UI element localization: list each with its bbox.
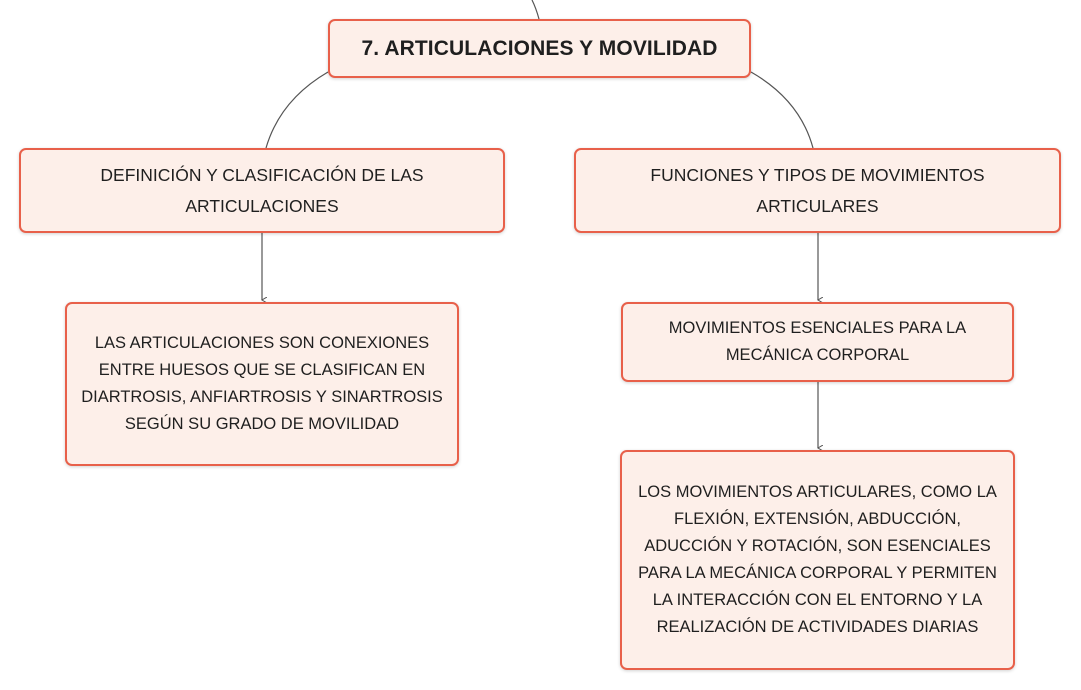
topic-node-funciones[interactable]: [574, 148, 1061, 233]
subtopic-label-definicion-detalle: LAS ARTICULACIONES SON CONEXIONES ENTRE HUESOS QUE SE CLASIFICAN EN DIARTROSIS, ANFIARTROSIS Y SINARTROSIS SEGÚN SU GRADO DE MOVILIDAD: [81, 334, 443, 433]
subtopic-node-movimientos-detalle[interactable]: [620, 450, 1015, 670]
topic-label-funciones: FUNCIONES Y TIPOS DE MOVIMIENTOS ARTICULARES: [650, 164, 985, 216]
connector-root-to-definicion: [266, 72, 328, 148]
connector-incoming-root: [532, 0, 539, 19]
connector-root-to-funciones: [751, 72, 813, 148]
topic-label-definicion: DEFINICIÓN Y CLASIFICACIÓN DE LAS ARTICULACIONES: [100, 164, 424, 216]
subtopic-label-movimientos: MOVIMIENTOS ESENCIALES PARA LA MECÁNICA CORPORAL: [668, 319, 967, 364]
topic-node-definicion[interactable]: [19, 148, 505, 233]
subtopic-label-movimientos-detalle: LOS MOVIMIENTOS ARTICULARES, COMO LA FLEXIÓN, EXTENSIÓN, ABDUCCIÓN, ADUCCIÓN Y ROTACIÓN, SON ESENCIALES PARA LA MECÁNICA CORPORAL Y PERMITEN LA INTERACCIÓN CON EL ENTORNO Y LA REALIZACIÓN DE ACTIVIDADES DIARIAS: [638, 483, 997, 636]
root-topic-label: 7. ARTICULACIONES Y MOVILIDAD: [361, 36, 718, 60]
subtopic-node-definicion-detalle[interactable]: [65, 302, 459, 466]
subtopic-node-movimientos[interactable]: [621, 302, 1014, 382]
root-topic-node[interactable]: [328, 19, 751, 78]
